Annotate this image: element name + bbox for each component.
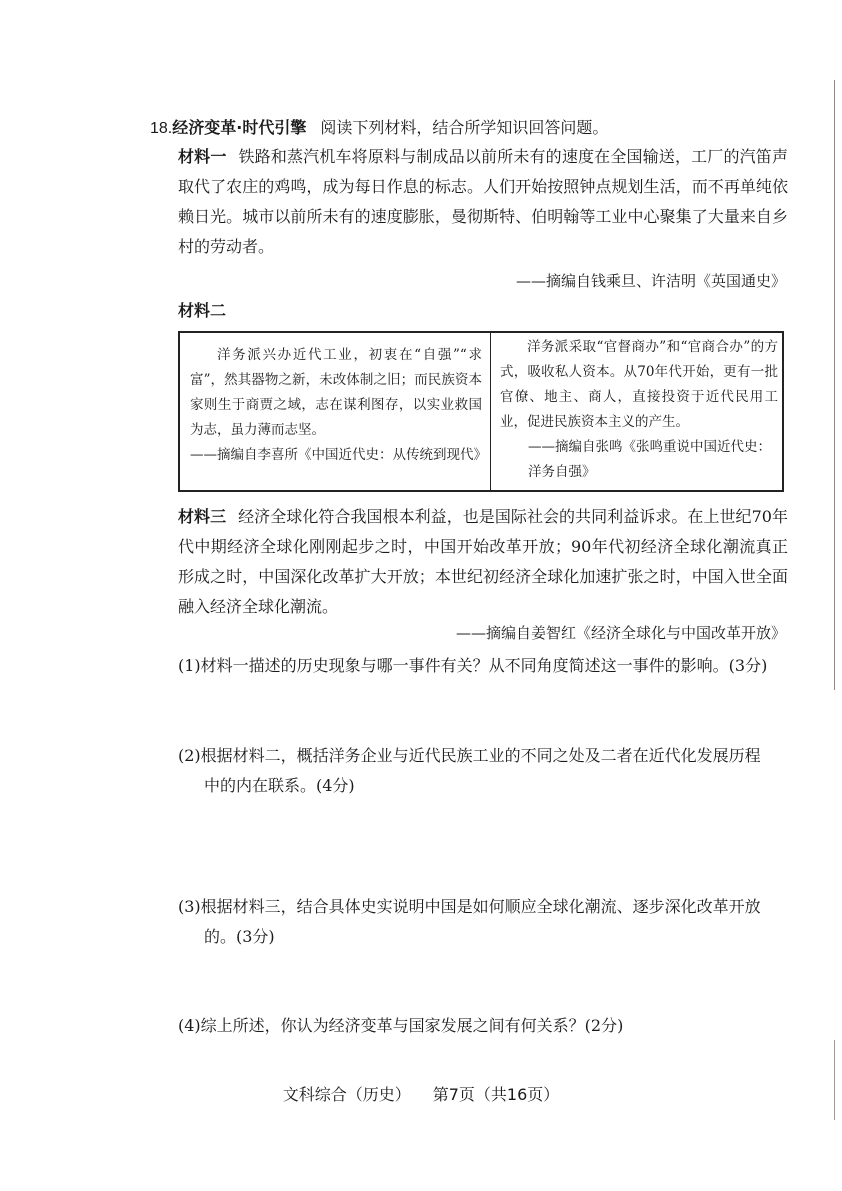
subquestion-2-line2: 中的内在联系。(4分) [204, 776, 355, 795]
subquestion-1 [178, 651, 788, 681]
subquestion-3-line2: 的。(3分) [204, 927, 275, 946]
table-divider [490, 333, 491, 490]
material2-label: 材料二 [178, 301, 227, 320]
subquestion-2 [178, 741, 788, 801]
material2-right-text: 洋务派采取“官督商办”和“官商合办”的方式，吸收私人资本。从70年代开始，更有一批官僚、地主、商人，直接投资于近代民用工业，促进民族资本主义的产生。 [500, 339, 778, 430]
subquestion-4-line1: (4)综上所述，你认为经济变革与国家发展之间有何关系？(2分) [178, 1016, 624, 1035]
material2-left-text: 洋务派兴办近代工业，初衷在“自强”“求富”，然其器物之新，未改体制之旧；而民族资本家则生于商贾之域，志在谋利图存，以实业救国为志，虽力薄而志坚。 [190, 347, 482, 438]
subquestion-3-line1: (3)根据材料三，结合具体史实说明中国是如何顺应全球化潮流、逐步深化改革开放 [178, 897, 761, 916]
material2-left-source: ——摘编自李喜所《中国近代史：从传统到现代》 [190, 447, 487, 463]
material2-table [178, 331, 784, 492]
scan-edge-line [834, 1040, 835, 1120]
scan-edge-line [834, 80, 835, 690]
page-footer [0, 1082, 842, 1105]
material3-text: 经济全球化符合我国根本利益，也是国际社会的共同利益诉求。在上世纪70年代中期经济全球化刚刚起步之时，中国开始改革开放；90年代初经济全球化潮流真正形成之时，中国深化改革扩大开放；本世纪初经济全球化加速扩张之时，中国入世全面融入经济全球化潮流。 [178, 507, 788, 616]
material3-source: ——摘编自姜智红《经济全球化与中国改革开放》 [455, 624, 786, 642]
material1-text: 铁路和蒸汽机车将原料与制成品以前所未有的速度在全国输送，工厂的汽笛声取代了农庄的鸡鸣，成为每日作息的标志。人们开始按照钟点规划生活，而不再单纯依赖日光。城市以前所未有的速度膨胀，曼彻斯特、伯明翰等工业中心聚集了大量来自乡村的劳动者。 [178, 147, 788, 256]
subquestion-2-line1: (2)根据材料二，概括洋务企业与近代民族工业的不同之处及二者在近代化发展历程 [178, 746, 761, 765]
material1-paragraph [178, 142, 788, 262]
material3-paragraph [178, 502, 788, 622]
footer-page-number: 第7页（共16页） [432, 1085, 560, 1104]
question-instruction: 阅读下列材料，结合所学知识回答问题。 [320, 118, 609, 137]
subquestion-4 [178, 1011, 788, 1041]
material2-right-source: ——摘编自张鸣《张鸣重说中国近代史：洋务自强》 [528, 439, 771, 480]
footer-subject: 文科综合（历史） [282, 1085, 411, 1104]
question-topic: 经济变革·时代引擎 [172, 118, 307, 137]
material2-left-cell [190, 343, 487, 468]
material1-source: ——摘编自钱乘旦、许洁明《英国通史》 [515, 272, 786, 290]
question-number: 18. [150, 120, 173, 137]
question-header [150, 116, 608, 141]
subquestion-1-line1: (1)材料一描述的历史现象与哪一事件有关？从不同角度简述这一事件的影响。(3分) [178, 656, 768, 675]
material1-label: 材料一 [178, 147, 227, 166]
subquestion-3 [178, 892, 788, 952]
material2-right-cell [500, 335, 778, 485]
material3-label: 材料三 [178, 507, 227, 526]
